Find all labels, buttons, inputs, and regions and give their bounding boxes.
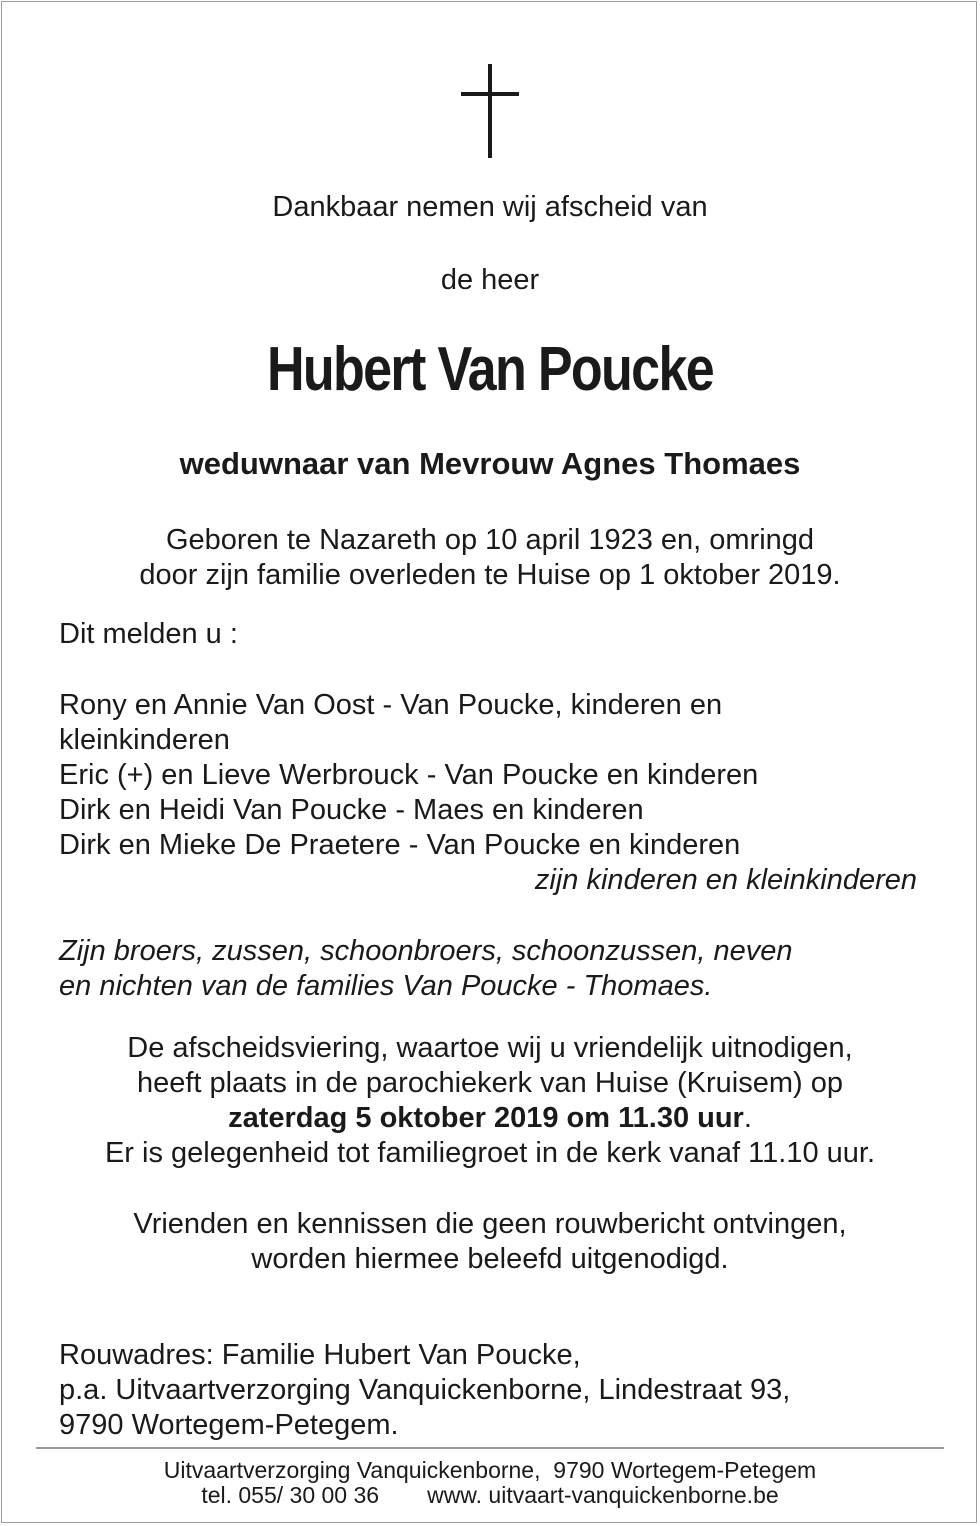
address-line-1: Rouwadres: Familie Hubert Van Poucke, bbox=[59, 1339, 581, 1371]
ceremony-date-suffix: . bbox=[743, 1102, 752, 1134]
honorific: de heer bbox=[440, 264, 540, 296]
footer-divider bbox=[36, 1447, 944, 1449]
ceremony-line-4: Er is gelegenheid tot familiegroet in de kerk vanaf 11.10 uur. bbox=[104, 1137, 876, 1169]
footer-website[interactable]: www. uitvaart-vanquickenborne.be bbox=[427, 1482, 779, 1508]
family-line: Dirk en Heidi Van Poucke - Maes en kinderen bbox=[59, 794, 644, 826]
ceremony-date: zaterdag 5 oktober 2019 om 11.30 uur bbox=[228, 1102, 744, 1134]
invite-line-2: worden hiermee beleefd uitgenodigd. bbox=[251, 1243, 729, 1275]
birth-line-2: door zijn familie overleden te Huise op 1 oktober 2019. bbox=[139, 559, 841, 591]
family-line: kleinkinderen bbox=[59, 724, 230, 756]
ceremony-line-1: De afscheidsviering, waartoe wij u vriendelijk uitnodigen, bbox=[127, 1032, 853, 1064]
deceased-name: Hubert Van Poucke bbox=[266, 335, 714, 404]
widower-line: weduwnaar van Mevrouw Agnes Thomaes bbox=[179, 446, 801, 481]
footer-phone: tel. 055/ 30 00 36 bbox=[201, 1482, 380, 1508]
announce-text: Dit melden u : bbox=[59, 618, 238, 650]
family-line: Dirk en Mieke De Praetere - Van Poucke en kinderen bbox=[59, 829, 741, 861]
ceremony-line-2: heeft plaats in de parochiekerk van Huise (Kruisem) op bbox=[136, 1067, 844, 1099]
invite-line-1: Vrienden en kennissen die geen rouwbericht ontvingen, bbox=[133, 1208, 847, 1240]
relatives-line-2: en nichten van de families Van Poucke - Thomaes. bbox=[59, 970, 713, 1002]
footer-contact-line bbox=[0, 1481, 980, 1509]
ceremony-date-line bbox=[0, 1101, 980, 1136]
footer-company: Uitvaartverzorging Vanquickenborne, bbox=[163, 1457, 541, 1483]
address-line-2: p.a. Uitvaartverzorging Vanquickenborne, Lindestraat 93, bbox=[59, 1374, 791, 1406]
family-line: Eric (+) en Lieve Werbrouck - Van Poucke en kinderen bbox=[59, 759, 759, 791]
intro-text: Dankbaar nemen wij afscheid van bbox=[272, 191, 708, 223]
footer-company-line bbox=[0, 1456, 980, 1484]
birth-line-1: Geboren te Nazareth op 10 april 1923 en, omringd bbox=[165, 524, 815, 556]
address-line-3: 9790 Wortegem-Petegem. bbox=[59, 1409, 399, 1441]
relatives-line-1: Zijn broers, zussen, schoonbroers, schoonzussen, neven bbox=[59, 935, 793, 967]
footer-location: 9790 Wortegem-Petegem bbox=[553, 1457, 817, 1483]
cross-icon bbox=[461, 64, 519, 158]
family-line: Rony en Annie Van Oost - Van Poucke, kinderen en bbox=[59, 689, 723, 721]
family-caption: zijn kinderen en kleinkinderen bbox=[534, 864, 917, 896]
